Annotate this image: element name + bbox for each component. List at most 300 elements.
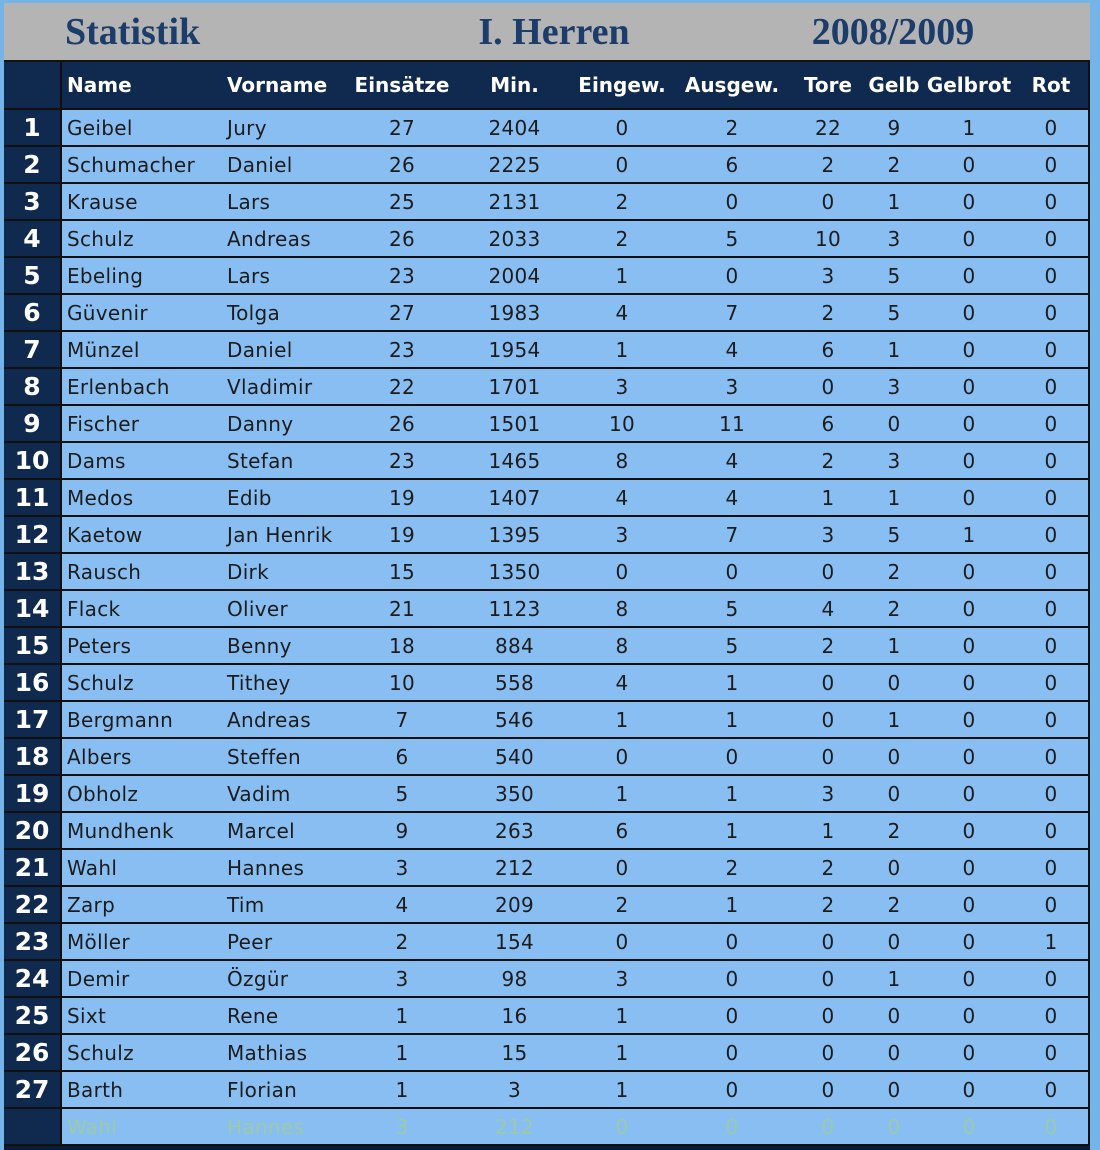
row-number: 1	[4, 110, 62, 145]
cell-min: 209	[494, 892, 535, 917]
cell-ausgew: 2	[725, 115, 739, 140]
cell-tore: 0	[821, 374, 835, 399]
row-number: 24	[4, 961, 62, 996]
cell-einsaetze: 3	[395, 966, 409, 991]
table-row	[4, 665, 1090, 702]
cell-einsaetze: 1	[395, 1003, 409, 1028]
cell-name: Ebeling	[67, 263, 144, 288]
cell-gelb: 0	[887, 411, 901, 436]
cell-vorname: Lars	[227, 263, 271, 288]
cell-min: 546	[494, 707, 535, 732]
cell-gelbrot: 0	[962, 226, 976, 251]
row-number: 17	[4, 702, 62, 737]
cell-vorname: Steffen	[227, 744, 302, 769]
cell-gelb: 3	[887, 226, 901, 251]
cell-gelb: 0	[887, 1114, 901, 1139]
cell-eingew: 3	[615, 522, 629, 547]
cell-vorname: Tithey	[227, 670, 291, 695]
cell-vorname: Mathias	[227, 1040, 308, 1065]
cell-vorname: Hannes	[227, 1114, 305, 1139]
cell-gelbrot: 0	[962, 855, 976, 880]
bottom-strip	[4, 1146, 1090, 1150]
cell-min: 98	[501, 966, 528, 991]
row-number: 13	[4, 554, 62, 589]
cell-name: Albers	[67, 744, 132, 769]
cell-vorname: Peer	[227, 929, 273, 954]
cell-gelb: 0	[887, 670, 901, 695]
cell-vorname: Tim	[227, 892, 265, 917]
cell-tore: 0	[821, 1114, 835, 1139]
cell-ausgew: 1	[725, 781, 739, 806]
cell-eingew: 1	[615, 781, 629, 806]
cell-vorname: Vadim	[227, 781, 291, 806]
cell-eingew: 3	[615, 374, 629, 399]
cell-einsaetze: 19	[388, 485, 416, 510]
cell-gelb: 3	[887, 448, 901, 473]
cell-rot: 0	[1044, 818, 1058, 843]
column-header-gelb: Gelb	[868, 73, 920, 97]
cell-rot: 0	[1044, 485, 1058, 510]
row-number: 22	[4, 887, 62, 922]
table-row	[4, 628, 1090, 665]
row-number: 18	[4, 739, 62, 774]
cell-eingew: 4	[615, 670, 629, 695]
cell-einsaetze: 7	[395, 707, 409, 732]
cell-vorname: Rene	[227, 1003, 279, 1028]
row-number: 26	[4, 1035, 62, 1070]
row-number: 27	[4, 1072, 62, 1107]
cell-einsaetze: 25	[388, 189, 416, 214]
cell-min: 2225	[488, 152, 541, 177]
cell-ausgew: 4	[725, 448, 739, 473]
row-number: 23	[4, 924, 62, 959]
row-number: 7	[4, 332, 62, 367]
cell-eingew: 1	[615, 263, 629, 288]
cell-ausgew: 0	[725, 744, 739, 769]
cell-ausgew: 5	[725, 596, 739, 621]
cell-eingew: 8	[615, 633, 629, 658]
cell-name: Peters	[67, 633, 132, 658]
row-number: 21	[4, 850, 62, 885]
table-row	[4, 258, 1090, 295]
cell-rot: 0	[1044, 670, 1058, 695]
cell-name: Geibel	[67, 115, 133, 140]
table-row	[4, 1035, 1090, 1072]
cell-ausgew: 0	[725, 1003, 739, 1028]
cell-gelb: 5	[887, 300, 901, 325]
ghost-table-row	[4, 1109, 1090, 1146]
cell-rot: 0	[1044, 337, 1058, 362]
row-number: 6	[4, 295, 62, 330]
cell-eingew: 1	[615, 1040, 629, 1065]
table-row	[4, 480, 1090, 517]
cell-name: Sixt	[67, 1003, 107, 1028]
cell-gelb: 1	[887, 189, 901, 214]
row-number: 9	[4, 406, 62, 441]
table-row	[4, 443, 1090, 480]
cell-einsaetze: 22	[388, 374, 416, 399]
cell-gelb: 0	[887, 781, 901, 806]
cell-rot: 0	[1044, 448, 1058, 473]
cell-rot: 0	[1044, 226, 1058, 251]
row-number: 16	[4, 665, 62, 700]
cell-einsaetze: 26	[388, 152, 416, 177]
cell-rot: 0	[1044, 1040, 1058, 1065]
cell-einsaetze: 23	[388, 337, 416, 362]
cell-rot: 0	[1044, 1077, 1058, 1102]
cell-ausgew: 0	[725, 1114, 739, 1139]
cell-eingew: 4	[615, 300, 629, 325]
cell-min: 212	[494, 1114, 535, 1139]
cell-ausgew: 0	[725, 966, 739, 991]
cell-ausgew: 1	[725, 670, 739, 695]
cell-eingew: 1	[615, 1077, 629, 1102]
cell-vorname: Benny	[227, 633, 292, 658]
cell-min: 3	[507, 1077, 522, 1102]
cell-rot: 0	[1044, 115, 1058, 140]
cell-rot: 0	[1044, 1003, 1058, 1028]
cell-vorname: Edib	[227, 485, 272, 510]
cell-vorname: Özgür	[227, 966, 289, 991]
cell-eingew: 4	[615, 485, 629, 510]
cell-ausgew: 5	[725, 226, 739, 251]
cell-name: Kaetow	[67, 522, 143, 547]
cell-ausgew: 7	[725, 300, 739, 325]
cell-min: 1465	[488, 448, 541, 473]
cell-name: Münzel	[67, 337, 140, 362]
cell-min: 1701	[488, 374, 541, 399]
cell-tore: 0	[821, 1077, 835, 1102]
cell-gelbrot: 0	[962, 1114, 976, 1139]
cell-rot: 0	[1044, 892, 1058, 917]
cell-einsaetze: 23	[388, 448, 416, 473]
cell-einsaetze: 2	[395, 929, 409, 954]
cell-tore: 0	[821, 929, 835, 954]
cell-vorname: Hannes	[227, 855, 305, 880]
cell-gelbrot: 0	[962, 189, 976, 214]
cell-gelbrot: 0	[962, 300, 976, 325]
row-number: 14	[4, 591, 62, 626]
cell-einsaetze: 3	[395, 1114, 409, 1139]
cell-tore: 2	[821, 633, 835, 658]
cell-gelbrot: 0	[962, 781, 976, 806]
team-label: I. Herren	[478, 10, 630, 53]
row-number: 19	[4, 776, 62, 811]
cell-name: Bergmann	[67, 707, 174, 732]
cell-einsaetze: 9	[395, 818, 409, 843]
cell-tore: 0	[821, 966, 835, 991]
table-row	[4, 517, 1090, 554]
cell-gelbrot: 0	[962, 374, 976, 399]
cell-tore: 3	[821, 781, 835, 806]
table-row	[4, 887, 1090, 924]
cell-gelbrot: 0	[962, 1003, 976, 1028]
cell-gelbrot: 0	[962, 263, 976, 288]
statistics-sheet	[4, 3, 1090, 1150]
row-number: 8	[4, 369, 62, 404]
cell-gelb: 2	[887, 818, 901, 843]
table-row	[4, 776, 1090, 813]
cell-tore: 2	[821, 448, 835, 473]
cell-vorname: Tolga	[227, 300, 281, 325]
cell-rot: 0	[1044, 300, 1058, 325]
table-row	[4, 702, 1090, 739]
column-header-tore: Tore	[803, 73, 853, 97]
cell-min: 558	[494, 670, 535, 695]
column-header-min: Min.	[490, 73, 539, 97]
cell-gelb: 1	[887, 707, 901, 732]
cell-gelbrot: 0	[962, 448, 976, 473]
cell-gelb: 0	[887, 1040, 901, 1065]
cell-rot: 0	[1044, 633, 1058, 658]
cell-vorname: Dirk	[227, 559, 269, 584]
table-row	[4, 998, 1090, 1035]
cell-ausgew: 1	[725, 892, 739, 917]
cell-name: Fischer	[67, 411, 140, 436]
cell-min: 1123	[488, 596, 541, 621]
table-row	[4, 369, 1090, 406]
cell-tore: 0	[821, 1003, 835, 1028]
cell-name: Güvenir	[67, 300, 148, 325]
cell-eingew: 0	[615, 1114, 629, 1139]
cell-eingew: 0	[615, 115, 629, 140]
cell-gelb: 1	[887, 485, 901, 510]
cell-einsaetze: 3	[395, 855, 409, 880]
cell-gelbrot: 0	[962, 152, 976, 177]
cell-eingew: 10	[608, 411, 636, 436]
cell-name: Schulz	[67, 226, 134, 251]
cell-eingew: 8	[615, 596, 629, 621]
cell-ausgew: 1	[725, 707, 739, 732]
table-row	[4, 924, 1090, 961]
cell-tore: 0	[821, 670, 835, 695]
table-row	[4, 184, 1090, 221]
cell-gelbrot: 0	[962, 559, 976, 584]
table-row	[4, 110, 1090, 147]
cell-name: Schulz	[67, 670, 134, 695]
cell-vorname: Daniel	[227, 152, 293, 177]
cell-vorname: Jury	[227, 115, 267, 140]
cell-rot: 0	[1044, 781, 1058, 806]
cell-einsaetze: 5	[395, 781, 409, 806]
cell-rot: 0	[1044, 1114, 1058, 1139]
column-header-ausgew: Ausgew.	[684, 73, 780, 97]
cell-eingew: 2	[615, 892, 629, 917]
cell-rot: 0	[1044, 966, 1058, 991]
row-number: 25	[4, 998, 62, 1033]
cell-einsaetze: 26	[388, 226, 416, 251]
cell-name: Rausch	[67, 559, 142, 584]
cell-gelbrot: 0	[962, 892, 976, 917]
cell-rot: 0	[1044, 189, 1058, 214]
cell-einsaetze: 18	[388, 633, 416, 658]
cell-gelbrot: 0	[962, 744, 976, 769]
cell-tore: 1	[821, 818, 835, 843]
table-row	[4, 295, 1090, 332]
cell-min: 15	[501, 1040, 528, 1065]
cell-ausgew: 11	[718, 411, 746, 436]
column-header-rot: Rot	[1031, 73, 1071, 97]
cell-name: Medos	[67, 485, 134, 510]
cell-gelbrot: 0	[962, 633, 976, 658]
cell-gelb: 2	[887, 596, 901, 621]
cell-tore: 6	[821, 411, 835, 436]
cell-vorname: Stefan	[227, 448, 294, 473]
cell-gelb: 0	[887, 855, 901, 880]
cell-vorname: Lars	[227, 189, 271, 214]
cell-einsaetze: 6	[395, 744, 409, 769]
row-number: 11	[4, 480, 62, 515]
cell-min: 884	[494, 633, 535, 658]
cell-ausgew: 4	[725, 337, 739, 362]
cell-gelb: 2	[887, 152, 901, 177]
table-row	[4, 221, 1090, 258]
table-row	[4, 406, 1090, 443]
cell-min: 540	[494, 744, 535, 769]
cell-einsaetze: 26	[388, 411, 416, 436]
cell-name: Wahl	[67, 1114, 118, 1139]
cell-tore: 10	[814, 226, 842, 251]
cell-eingew: 0	[615, 559, 629, 584]
row-number: 12	[4, 517, 62, 552]
cell-eingew: 3	[615, 966, 629, 991]
cell-gelbrot: 1	[962, 522, 976, 547]
cell-tore: 2	[821, 855, 835, 880]
cell-gelb: 3	[887, 374, 901, 399]
cell-gelbrot: 0	[962, 707, 976, 732]
cell-eingew: 0	[615, 929, 629, 954]
cell-einsaetze: 15	[388, 559, 416, 584]
column-header-vorname: Vorname	[227, 73, 328, 97]
cell-gelbrot: 0	[962, 596, 976, 621]
cell-tore: 0	[821, 559, 835, 584]
cell-ausgew: 4	[725, 485, 739, 510]
cell-min: 1407	[488, 485, 541, 510]
cell-vorname: Jan Henrik	[227, 522, 333, 547]
cell-name: Möller	[67, 929, 130, 954]
cell-ausgew: 0	[725, 189, 739, 214]
cell-tore: 4	[821, 596, 835, 621]
cell-einsaetze: 1	[395, 1040, 409, 1065]
cell-tore: 22	[814, 115, 842, 140]
row-number-header	[4, 62, 62, 108]
cell-min: 1983	[488, 300, 541, 325]
cell-tore: 2	[821, 300, 835, 325]
cell-vorname: Andreas	[227, 226, 311, 251]
cell-ausgew: 0	[725, 559, 739, 584]
cell-eingew: 0	[615, 855, 629, 880]
cell-vorname: Daniel	[227, 337, 293, 362]
cell-ausgew: 7	[725, 522, 739, 547]
table-row	[4, 961, 1090, 998]
cell-rot: 1	[1044, 929, 1058, 954]
cell-gelb: 1	[887, 633, 901, 658]
cell-rot: 0	[1044, 152, 1058, 177]
cell-gelbrot: 0	[962, 1077, 976, 1102]
cell-ausgew: 5	[725, 633, 739, 658]
column-header-einsaetze: Einsätze	[354, 73, 450, 97]
table-row	[4, 591, 1090, 628]
cell-gelb: 2	[887, 559, 901, 584]
cell-einsaetze: 23	[388, 263, 416, 288]
cell-name: Flack	[67, 596, 121, 621]
cell-gelb: 9	[887, 115, 901, 140]
cell-ausgew: 0	[725, 263, 739, 288]
cell-einsaetze: 4	[395, 892, 409, 917]
cell-gelb: 0	[887, 1077, 901, 1102]
cell-ausgew: 3	[725, 374, 739, 399]
table-row	[4, 739, 1090, 776]
cell-name: Erlenbach	[67, 374, 170, 399]
row-number: 5	[4, 258, 62, 293]
cell-vorname: Florian	[227, 1077, 298, 1102]
cell-tore: 1	[821, 485, 835, 510]
row-number: 10	[4, 443, 62, 478]
cell-vorname: Andreas	[227, 707, 311, 732]
row-number: 3	[4, 184, 62, 219]
column-header-gelbrot: Gelbrot	[926, 73, 1012, 97]
cell-einsaetze: 19	[388, 522, 416, 547]
cell-ausgew: 0	[725, 1077, 739, 1102]
cell-name: Krause	[67, 189, 138, 214]
cell-rot: 0	[1044, 707, 1058, 732]
cell-min: 2033	[488, 226, 541, 251]
cell-rot: 0	[1044, 596, 1058, 621]
cell-tore: 0	[821, 189, 835, 214]
row-number: 15	[4, 628, 62, 663]
cell-rot: 0	[1044, 374, 1058, 399]
cell-gelbrot: 0	[962, 670, 976, 695]
cell-vorname: Danny	[227, 411, 294, 436]
cell-eingew: 0	[615, 744, 629, 769]
cell-ausgew: 2	[725, 855, 739, 880]
cell-vorname: Vladimir	[227, 374, 313, 399]
cell-min: 1501	[488, 411, 541, 436]
cell-tore: 2	[821, 152, 835, 177]
cell-min: 1350	[488, 559, 541, 584]
season-label: 2008/2009	[811, 10, 975, 53]
table-row	[4, 147, 1090, 184]
cell-rot: 0	[1044, 411, 1058, 436]
cell-tore: 0	[821, 744, 835, 769]
cell-einsaetze: 10	[388, 670, 416, 695]
cell-eingew: 1	[615, 1003, 629, 1028]
table-row	[4, 554, 1090, 591]
cell-gelbrot: 0	[962, 929, 976, 954]
cell-min: 16	[501, 1003, 528, 1028]
table-body	[4, 110, 1090, 1146]
cell-min: 350	[494, 781, 535, 806]
cell-eingew: 8	[615, 448, 629, 473]
cell-vorname: Marcel	[227, 818, 295, 843]
cell-gelbrot: 1	[962, 115, 976, 140]
row-number: 4	[4, 221, 62, 256]
cell-name: Schulz	[67, 1040, 134, 1065]
table-row	[4, 813, 1090, 850]
cell-gelb: 1	[887, 966, 901, 991]
cell-gelbrot: 0	[962, 337, 976, 362]
row-number: 2	[4, 147, 62, 182]
table-row	[4, 850, 1090, 887]
cell-tore: 6	[821, 337, 835, 362]
cell-tore: 3	[821, 522, 835, 547]
table-row	[4, 332, 1090, 369]
cell-gelbrot: 0	[962, 966, 976, 991]
cell-einsaetze: 1	[395, 1077, 409, 1102]
cell-name: Zarp	[67, 892, 116, 917]
cell-gelbrot: 0	[962, 1040, 976, 1065]
cell-eingew: 2	[615, 226, 629, 251]
